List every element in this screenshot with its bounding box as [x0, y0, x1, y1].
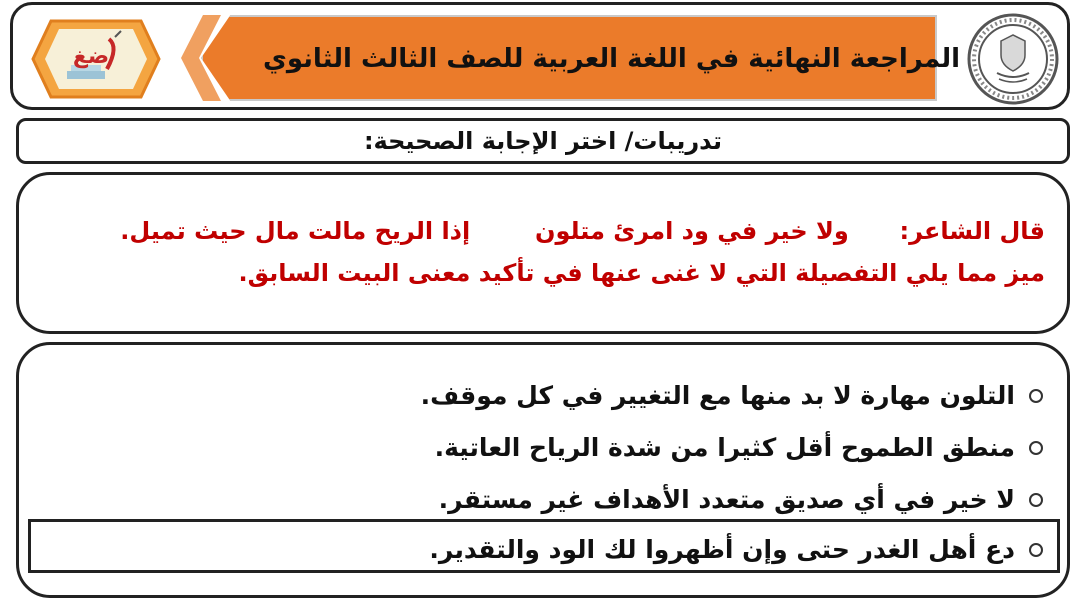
- answer-option-text: دع أهل الغدر حتى وإن أظهروا لك الود والتقدير.: [429, 535, 1015, 564]
- answer-option[interactable]: [421, 381, 1043, 410]
- page-title: المراجعة النهائية في اللغة العربية للصف الثالث الثانوي: [263, 44, 961, 74]
- question-prompt: ميز مما يلي التفصيلة التي لا غنى عنها في تأكيد معنى البيت السابق.: [238, 259, 1045, 287]
- radio-icon[interactable]: [1029, 493, 1043, 507]
- instructions-box: [16, 118, 1070, 164]
- answer-option-text: منطق الطموح أقل كثيرا من شدة الرياح العاتية.: [434, 433, 1015, 462]
- logo-text: ضغ: [72, 44, 110, 69]
- answer-option-text: التلون مهارة لا بد منها مع التغيير في كل موقف.: [420, 381, 1015, 410]
- header-banner: [10, 2, 1070, 110]
- verse-second-hemistich: إذا الريح مالت مال حيث تميل.: [120, 217, 471, 245]
- poet-label: قال الشاعر:: [899, 217, 1045, 245]
- answer-option-text: لا خير في أي صديق متعدد الأهداف غير مستقر.: [438, 485, 1015, 514]
- ministry-seal-icon: [963, 11, 1063, 107]
- radio-icon[interactable]: [1029, 441, 1043, 455]
- logo-icon: [31, 17, 161, 101]
- instructions-text: تدريبات/ اختر الإجابة الصحيحة:: [363, 127, 723, 155]
- question-box: [16, 172, 1070, 334]
- verse-first-hemistich: ولا خير في ود امرئ متلون: [534, 217, 849, 245]
- radio-icon[interactable]: [1029, 389, 1043, 403]
- verse-line: [120, 217, 1045, 245]
- answer-option[interactable]: [435, 433, 1043, 462]
- answer-option[interactable]: [439, 485, 1043, 514]
- correct-answer-highlight: [28, 519, 1060, 573]
